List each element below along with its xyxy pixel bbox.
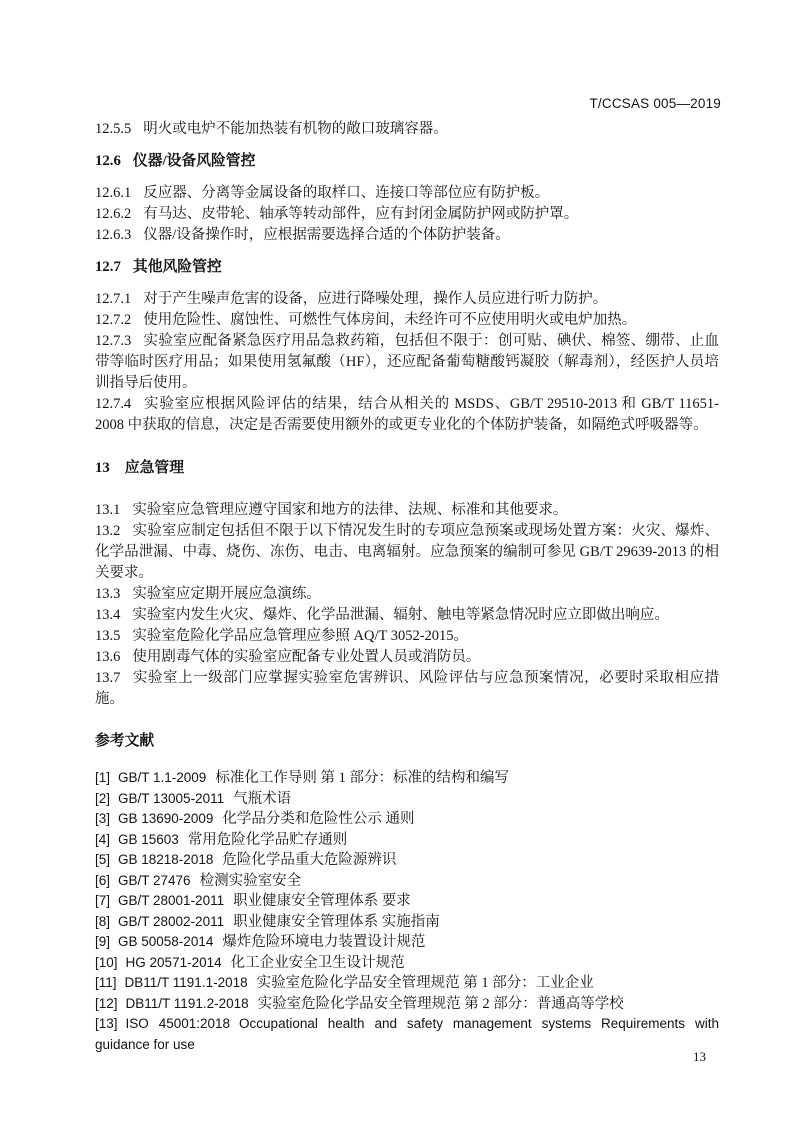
reference-title: 危险化学品重大危险源辨识: [222, 852, 397, 868]
clause-number: 12.5.5: [95, 121, 132, 137]
clause-text: 实验室应定期开展应急演练。: [132, 586, 321, 602]
clause-number: 12.6.3: [95, 227, 132, 243]
clause-12.7.3: [95, 331, 719, 394]
clause-number: 12.7.1: [95, 291, 132, 307]
clause-12.5.5: [95, 119, 719, 140]
reference-item-9: [95, 932, 719, 953]
clause-number: 12.7: [95, 259, 121, 275]
reference-label: [1]: [95, 770, 111, 785]
clause-number: 13.5: [95, 628, 121, 644]
reference-item-5: [95, 850, 719, 871]
reference-item-12: [95, 994, 719, 1015]
clause-text: 实验室上一级部门应掌握实验室危害辨识、风险评估与应急预案情况，必要时采取相应措施。: [95, 670, 719, 707]
clause-number: 13.3: [95, 586, 121, 602]
clause-number: 12.6.2: [95, 206, 132, 222]
clause-number: 12.7.2: [95, 312, 132, 328]
reference-code: ISO 45001:2018: [125, 1016, 231, 1031]
clause-12.7.1: [95, 289, 719, 310]
reference-code: GB/T 1.1-2009: [118, 770, 207, 785]
clause-text: 实验室应制定包括但不限于以下情况发生时的专项应急预案或现场处置方案：火灾、爆炸、化学品泄漏、中毒、烧伤、冻伤、电击、电离辐射。应急预案的编制可参见 GB/T 29639-2013 的相关要求。: [95, 523, 719, 581]
reference-label: [4]: [95, 831, 111, 847]
clause-text: 其他风险管控: [132, 259, 222, 275]
reference-code: GB 15603: [118, 831, 179, 847]
clause-number: 12.7.4: [95, 396, 132, 412]
clause-text: 反应器、分离等金属设备的取样口、连接口等部位应有防护板。: [143, 185, 550, 201]
reference-label: [7]: [95, 893, 111, 908]
clause-number: 13: [95, 460, 110, 476]
clause-number: 12.7.3: [95, 333, 132, 349]
heading-13: [95, 458, 719, 479]
clause-number: 12.6.1: [95, 185, 132, 201]
reference-code: GB 50058-2014: [118, 934, 214, 949]
reference-item-7: [95, 891, 719, 912]
clause-number: 13.4: [95, 607, 121, 623]
reference-title: 化工企业安全卫生设计规范: [230, 954, 405, 971]
clause-number: 13.7: [95, 670, 121, 686]
reference-item-10: [95, 953, 719, 974]
clause-text: 应急管理: [124, 460, 184, 476]
reference-label: [12]: [95, 995, 118, 1011]
reference-title: 常用危险化学品贮存通则: [187, 831, 348, 848]
reference-title: 实验室危险化学品安全管理规范 第 1 部分：工业企业: [256, 975, 594, 991]
reference-item-2: [95, 789, 719, 810]
reference-title: 检测实验室安全: [199, 872, 302, 889]
clause-13.2: [95, 521, 719, 584]
page-number: 13: [693, 1049, 706, 1064]
clause-13.5: [95, 626, 719, 647]
reference-title: 化学品分类和危险性公示 通则: [222, 811, 415, 827]
clause-text: 明火或电炉不能加热装有机物的敞口玻璃容器。: [143, 121, 448, 137]
clause-text: 使用剧毒气体的实验室应配备专业处置人员或消防员。: [132, 649, 481, 665]
reference-label: [13]: [95, 1016, 118, 1031]
clause-12.6.2: [95, 204, 719, 225]
reference-title: 职业健康安全管理体系 要求: [233, 893, 411, 909]
reference-label: [3]: [95, 811, 111, 826]
clause-13.1: [95, 500, 719, 521]
reference-item-8: [95, 912, 719, 933]
clause-12.6.3: [95, 225, 719, 246]
clause-number: 13.2: [95, 523, 121, 539]
clause-number: 13.1: [95, 502, 121, 518]
reference-label: [8]: [95, 913, 111, 929]
clause-text: 实验室应急管理应遵守国家和地方的法律、法规、标准和其他要求。: [132, 502, 568, 518]
clause-text: 有马达、皮带轮、轴承等转动部件，应有封闭金属防护网或防护罩。: [143, 206, 579, 222]
reference-code: GB 18218-2018: [118, 852, 214, 867]
document-body: [95, 119, 719, 1055]
clause-13.6: [95, 647, 719, 668]
reference-item-3: [95, 809, 719, 830]
reference-code: GB/T 13005-2011: [118, 790, 225, 806]
clause-text: 使用危险性、腐蚀性、可燃性气体房间，未经许可不应使用明火或电炉加热。: [143, 312, 637, 328]
clause-text: 实验室内发生火灾、爆炸、化学品泄漏、辐射、触电等紧急情况时应立即做出响应。: [132, 607, 669, 623]
reference-title: 爆炸危险环境电力装置设计规范: [222, 934, 426, 950]
clause-number: 13.6: [95, 649, 121, 665]
reference-label: [11]: [95, 975, 117, 990]
page-header: [95, 96, 721, 111]
reference-code: GB/T 27476: [118, 872, 191, 888]
clause-number: 12.6: [95, 153, 121, 169]
reference-code: GB/T 28001-2011: [118, 893, 225, 908]
reference-item-6: [95, 871, 719, 892]
reference-code: DB11/T 1191.2-2018: [125, 995, 249, 1011]
clauses-section: [95, 119, 719, 710]
reference-item-4: [95, 830, 719, 851]
clause-12.7.2: [95, 310, 719, 331]
heading-12.6: [95, 151, 719, 172]
clause-text: 对于产生噪声危害的设备，应进行降噪处理，操作人员应进行听力防护。: [143, 291, 608, 307]
clause-text: 仪器/设备风险管控: [132, 153, 256, 169]
clause-text: 实验室危险化学品应急管理应参照 AQ/T 3052-2015。: [132, 628, 469, 644]
reference-label: [10]: [95, 954, 118, 970]
clause-text: 仪器/设备操作时，应根据需要选择合适的个体防护装备。: [143, 227, 510, 243]
reference-label: [6]: [95, 872, 111, 888]
standard-number: T/CCSAS 005—2019: [589, 96, 721, 111]
references-heading: 参考文献: [95, 733, 155, 749]
clause-12.6.1: [95, 183, 719, 204]
reference-title: 气瓶术语: [233, 790, 292, 807]
references-list: [95, 768, 719, 1055]
reference-title: 职业健康安全管理体系 实施指南: [233, 913, 440, 930]
reference-code: GB/T 28002-2011: [118, 913, 225, 929]
reference-title: 标准化工作导则 第 1 部分：标准的结构和编写: [215, 770, 509, 786]
clause-12.7.4: [95, 394, 719, 436]
reference-code: DB11/T 1191.1-2018: [124, 975, 248, 990]
reference-title: Occupational health and safety management systems Requirements with guidance for use: [95, 1016, 719, 1052]
reference-item-11: [95, 973, 719, 994]
reference-title: 实验室危险化学品安全管理规范 第 2 部分：普通高等学校: [257, 995, 624, 1012]
clause-13.4: [95, 605, 719, 626]
reference-item-1: [95, 768, 719, 789]
heading-12.7: [95, 257, 719, 278]
reference-label: [9]: [95, 934, 111, 949]
clause-text: 实验室应根据风险评估的结果，结合从相关的 MSDS、GB/T 29510-2013 和 GB/T 11651-2008 中获取的信息，决定是否需要使用额外的或更专业化的个体防护装备，如隔绝式呼吸器等。: [95, 396, 719, 433]
reference-label: [2]: [95, 790, 111, 806]
reference-code: GB 13690-2009: [118, 811, 214, 826]
clause-text: 实验室应配备紧急医疗用品急救药箱，包括但不限于：创可贴、碘伏、棉签、绷带、止血带等临时医疗用品；如果使用氢氟酸（HF），还应配备葡萄糖酸钙凝胶（解毒剂），经医护人员培训指导后使用。: [95, 333, 719, 391]
clause-13.7: [95, 668, 719, 710]
clause-13.3: [95, 584, 719, 605]
reference-code: HG 20571-2014: [125, 954, 222, 970]
reference-label: [5]: [95, 852, 111, 867]
